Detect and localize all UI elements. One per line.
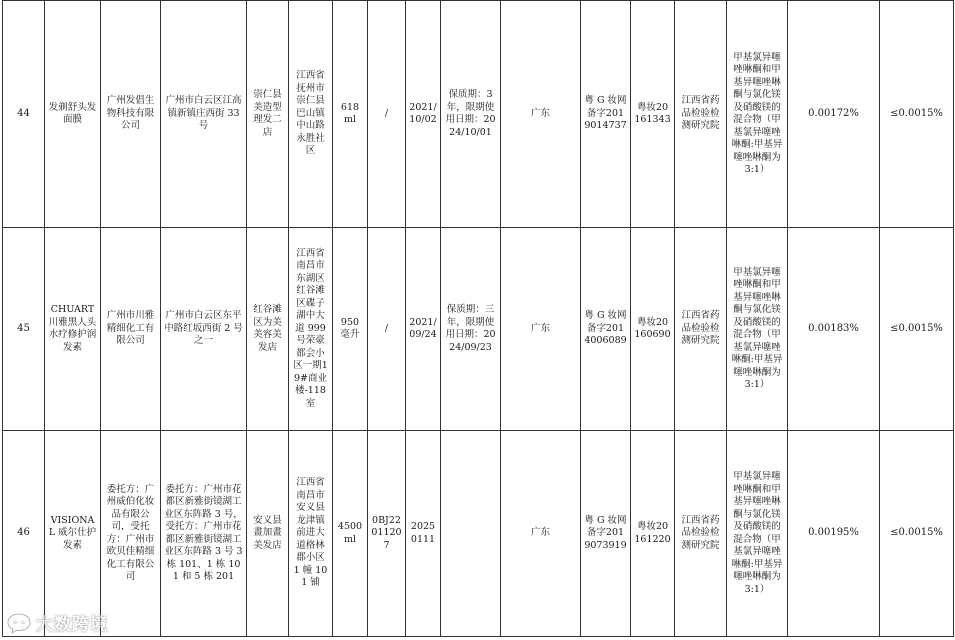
cell-batch: / bbox=[368, 228, 406, 431]
cell-product: CHUART 川雅黑人头水疗修护润发素 bbox=[45, 228, 101, 431]
cell-license-no: 粤妆20160690 bbox=[631, 228, 675, 431]
cell-manufacturer-address: 广州市白云区东平中路红坂西街 2 号之一 bbox=[161, 228, 247, 431]
cell-product: VISIONAL 威尔仕护发素 bbox=[45, 431, 101, 637]
cell-banned-substance: 甲基氯异噻唑啉酮和甲基异噻唑啉酮与氯化镁及硝酸镁的混合物（甲基氯异噻唑啉酮:甲基异噻唑啉酮为 3:1） bbox=[727, 1, 788, 228]
cell-detected-value: 0.00195% bbox=[788, 431, 880, 637]
cell-banned-substance: 甲基氯异噻唑啉酮和甲基异噻唑啉酮与氯化镁及硝酸镁的混合物（甲基氯异噻唑啉酮:甲基异噻唑啉酮为 3:1） bbox=[727, 431, 788, 637]
cell-detected-value: 0.00172% bbox=[788, 1, 880, 228]
cell-no: 45 bbox=[3, 228, 45, 431]
cell-manufacturer-address: 委托方：广州市花都区新雅街镜湖工业区东阵路 3 号，受托方：广州市花都区新雅街镜湖工业区东阵路 3 号 3 栋 101、1 栋 101 和 5 栋 201 bbox=[161, 431, 247, 637]
cell-seller: 红谷滩区为美美容美发店 bbox=[247, 228, 289, 431]
cell-seller-address: 江西省南昌市东湖区红谷滩区碟子湖中大道 999 号荣豪都会小区一期19#商业楼-118 室 bbox=[289, 228, 333, 431]
cell-origin: 广东 bbox=[501, 431, 581, 637]
cell-detected-value: 0.00183% bbox=[788, 228, 880, 431]
cell-license-no: 粤妆20161220 bbox=[631, 431, 675, 637]
table-row bbox=[3, 1, 954, 228]
cell-seller: 崇仁县美造型理发二店 bbox=[247, 1, 289, 228]
table-row bbox=[3, 228, 954, 431]
cell-origin: 广东 bbox=[501, 1, 581, 228]
cell-test-agency: 江西省药品检验检测研究院 bbox=[675, 1, 727, 228]
cell-spec: 950 毫升 bbox=[333, 228, 368, 431]
cell-seller: 安义县畫加畫美发店 bbox=[247, 431, 289, 637]
cell-spec: 4500 ml bbox=[333, 431, 368, 637]
cell-manufacturer: 广州市川雅精细化工有限公司 bbox=[101, 228, 161, 431]
cell-filing-no: 粤 G 妆网备字2019073919 bbox=[581, 431, 631, 637]
cell-production-date: 2021/10/02 bbox=[406, 1, 441, 228]
cell-no: 44 bbox=[3, 1, 45, 228]
cell-origin: 广东 bbox=[501, 228, 581, 431]
table-row bbox=[3, 431, 954, 637]
cell-filing-no: 粤 G 妆网备字2019014737 bbox=[581, 1, 631, 228]
cell-manufacturer-address: 广州市白云区江高镇新镇庄西街 33 号 bbox=[161, 1, 247, 228]
cell-banned-substance: 甲基氯异噻唑啉酮和甲基异噻唑啉酮与氯化镁及硝酸镁的混合物（甲基氯异噻唑啉酮:甲基异噻唑啉酮为 3:1） bbox=[727, 228, 788, 431]
cell-test-agency: 江西省药品检验检测研究院 bbox=[675, 228, 727, 431]
cell-filing-no: 粤 G 妆网备字2014006089 bbox=[581, 228, 631, 431]
cell-limit-value: ≤0.0015% bbox=[880, 431, 954, 637]
cell-license-no: 粤妆20161343 bbox=[631, 1, 675, 228]
cell-shelf-life: 保质期：三年，限期使用日期：2024/09/23 bbox=[441, 228, 501, 431]
cell-shelf-life bbox=[441, 431, 501, 637]
cell-seller-address: 江西省南昌市安义县龙津镇前进大道格林郡小区 1 幢 101 铺 bbox=[289, 431, 333, 637]
cell-batch: 0BJ22011207 bbox=[368, 431, 406, 637]
cell-seller-address: 江西省抚州市崇仁县巴山镇中山路永胜社区 bbox=[289, 1, 333, 228]
cell-production-date: 2021/09/24 bbox=[406, 228, 441, 431]
cell-limit-value: ≤0.0015% bbox=[880, 228, 954, 431]
cell-limit-value: ≤0.0015% bbox=[880, 1, 954, 228]
cell-batch: / bbox=[368, 1, 406, 228]
cell-shelf-life: 保质期：3年，限期使用日期：2024/10/01 bbox=[441, 1, 501, 228]
cell-manufacturer: 广州发倡生物科技有限公司 bbox=[101, 1, 161, 228]
cell-production-date: 20250111 bbox=[406, 431, 441, 637]
watermark-text: 大数跨境 bbox=[36, 615, 108, 635]
cell-test-agency: 江西省药品检验检测研究院 bbox=[675, 431, 727, 637]
inspection-results-table bbox=[2, 0, 954, 637]
cell-product: 发剃舒头发面膜 bbox=[45, 1, 101, 228]
cell-no: 46 bbox=[3, 431, 45, 637]
cell-spec: 618 ml bbox=[333, 1, 368, 228]
cell-manufacturer: 委托方：广州威伯化妆品有限公司，受托方：广州市欧贝佳精细化工有限公司 bbox=[101, 431, 161, 637]
